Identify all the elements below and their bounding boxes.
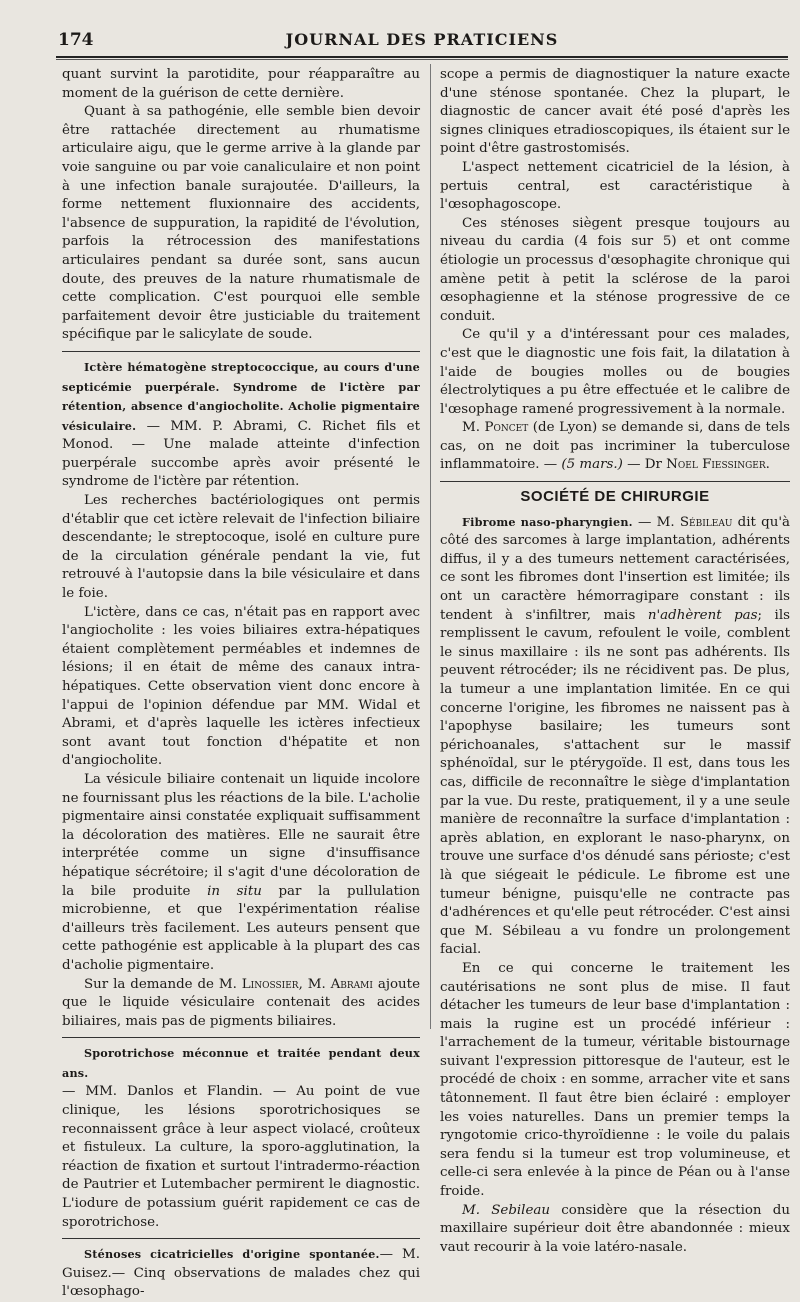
section-authors: Sébileau <box>679 514 733 530</box>
paragraph: M. Sebileau considère que la résection du maxillaire supérieur doit être abandonnée : mieux vaut recourir à la voie latéro-nasale. <box>440 1202 790 1255</box>
page-header <box>56 26 788 56</box>
left-column <box>62 66 420 1302</box>
right-column <box>440 66 790 1257</box>
section-title: Sporotrichose méconnue et traitée pendant deux ans. <box>62 1046 420 1080</box>
section-text: — Une malade atteinte d'infection puerpérale succombe après avoir présenté le syndrome de l'ictère par rétention. <box>62 437 421 490</box>
section-divider <box>62 1238 420 1239</box>
section-text: — Cinq observations de malades chez qui l'œsophago- <box>62 1265 420 1300</box>
column-divider <box>430 64 431 1029</box>
paragraph: Les recherches bactériologiques ont permis d'établir que cet ictère relevait de l'infection biliaire descendante; le streptocoque, isolé en culture pure de la circulation générale pendant la vie, fut retrouvé à l'autopsie dans la bile vésiculaire et dans le foie. <box>62 493 420 602</box>
section-authors: — MM. Danlos et Flandin. <box>62 1084 263 1100</box>
section-authors: — MM. P. Abrami, C. Richet fils et Monod. <box>62 418 420 453</box>
section-divider <box>62 1037 420 1038</box>
section-divider <box>62 351 420 352</box>
page-number: 174 <box>58 30 94 50</box>
paragraph: La vésicule biliaire contenait un liquide incolore ne fournissant plus les réactions de la bile. L'acholie pigmentaire ainsi constatée expliquait suffisamment la décoloration des matières. Elle ne saurait être interprétée comme un signe d'insuffisance hépatique sécrétoire; il s'agit d'une décoloration de la bile produite in situ par la pullulation microbienne, et que l'expérimentation réalise d'ailleurs très facilement. Les auteurs pensent que cette pathogénie est applicable à la plupart des cas d'acholie pigmentaire. <box>62 771 420 973</box>
section-divider <box>440 481 790 482</box>
paragraph: En ce qui concerne le traitement les cautérisations ne sont plus de mise. Il faut détacher les tumeurs de leur base d'implantation : mais la rugine est un procédé inférieur : l'arrachement de la tumeur, véritable bistournage suivant l'expression pittoresque de l'auteur, est le procédé de choix : en somme, arracher vite et sans tâtonnement. Il faut être bien éclairé : employer les voies naturelles. Dans un premier temps la ryngotomie crico-thyroïdienne : le voile du palais sera fendu si la tumeur est trop volumineuse, et celle-ci sera enlevée à la pince de Péan ou à l'anse froide. <box>440 960 790 1200</box>
paragraph: L'ictère, dans ce cas, n'était pas en rapport avec l'angiocholite : les voies biliaires extra-hépatiques étaient complètement perméables et indemnes de lésions; il en était de même des canaux intra-hépatiques. Cette observation vient donc encore à l'appui de l'opinion défendue par MM. Widal et Abrami, et d'après laquelle les ictères infectieux sont avant tout fonction d'hépatite et non d'angiocholite. <box>62 604 420 769</box>
paragraph: Ces sténoses siègent presque toujours au niveau du cardia (4 fois sur 5) et ont comme étiologie un processus d'œsophagite chronique qui amène petit à petit la sclérose de la paroi œsophagienne et la sténose progressive de ce conduit. <box>440 215 790 324</box>
section-title: Sténoses cicatricielles d'origine spontanée. <box>84 1247 380 1262</box>
paragraph: M. Poncet (de Lyon) se demande si, dans de tels cas, on ne doit pas incriminer la tuberculose inflammatoire. — (5 mars.) — Dr Noel Fiessinger. <box>440 420 790 473</box>
section-authors: — M. Guisez. <box>62 1247 420 1281</box>
section-fibrome: Fibrome naso-pharyngien. — M. Sébileau dit qu'à côté des sarcomes à large implantation, adhérents diffus, il y a des tumeurs nettement caractérisées, ce sont les fibromes dont l'insertion est limitée; ils ont un caractère hémorragipare constant : ils tendent à s'infiltrer, mais n'adhèrent pas; ils remplissent le cavum, refoulent le voile, comblent le sinus maxillaire : ils ne sont pas adhérents. Ils peuvent rétrocéder; ils ne récidivent pas. De plus, la tumeur a une implantation limitée. En ce qui concerne l'origine, les fibromes ne naissent pas à l'apophyse basilaire; les tumeurs sont périchoanales, s'attachent sur le massif sphénoïdal, sur le ptérygoïde. Il est, dans tous les cas, difficile de reconnaître le siège d'implantation par la vue. Du reste, pratiquement, il y a une seule manière de reconnaître la surface d'implantation : après ablation, en explorant le naso-pharynx, on trouve une surface d'os dénudé sans périoste; c'est là que siégeait le pédicule. Le fibrome est une tumeur bénigne, puisqu'elle ne contracte pas d'adhérences et qu'elle peut rétrocéder. C'est ainsi que M. Sébileau a vu fondre un prolongement facial. <box>440 514 791 958</box>
section-ictere <box>62 358 420 492</box>
paragraph: Quant à sa pathogénie, elle semble bien devoir être rattachée directement au rhumatisme articulaire aigu, que le germe arrive à la glande par voie sanguine ou par voie canaliculaire et non point à une infection banale surajoutée. D'ailleurs, la forme nettement fluxionnaire des accidents, l'absence de suppuration, la rapidité de l'évolution, parfois la rétrocession des manifestations articulaires pendant sa durée sont, sans aucun doute, des preuves de la nature rhumatismale de cette complication. C'est pourquoi elle semble parfaitement devoir être justiciable du traitement spécifique par le salicylate de soude. <box>62 104 420 343</box>
paragraph: Sur la demande de M. Linossier, M. Abrami ajoute que le liquide vésiculaire contenait des acides biliaires, mais pas de pigments biliaires. <box>62 976 420 1029</box>
header-rule-thin <box>56 59 788 60</box>
section-title: Ictère hématogène streptococcique, au cours d'une septicémie puerpérale. Syndrome de l'ictère par rétention, absence d'angiocholite. Acholie pigmentaire vésiculaire. <box>62 359 420 433</box>
paragraph: quant survint la parotidite, pour réapparaître au moment de la guérison de cette dernière. <box>62 67 420 101</box>
society-heading: SOCIÉTÉ DE CHIRURGIE <box>520 488 710 506</box>
paragraph: scope a permis de diagnostiquer la nature exacte d'une sténose spontanée. Chez la plupart, le diagnostic de cancer avait été posé d'après les signes cliniques etradioscopiques, ils étaient sur le point d'être gastrostomisés. <box>440 67 790 157</box>
header-rule <box>56 56 788 58</box>
section-sporotrichose <box>62 1044 420 1232</box>
section-text: — Au point de vue clinique, les lésions sporotrichosiques se reconnaissent grâce à leur aspect violacé, croûteux et fistuleux. La culture, la sporo-agglutination, la réaction de fixation et surtout l'intradermo-réaction de Pautrier et Lutembacher permirent le diagnostic. L'iodure de potassium guérit rapidement ce cas de sporotrichose. <box>62 1084 420 1230</box>
section-title: Fibrome naso-pharyngien. <box>462 514 633 529</box>
section-stenoses <box>62 1245 420 1302</box>
paragraph: L'aspect nettement cicatriciel de la lésion, à pertuis central, est caractéristique à l'œsophagoscope. <box>440 159 790 213</box>
paragraph: Ce qu'il y a d'intéressant pour ces malades, c'est que le diagnostic une fois fait, la dilatation à l'aide de bougies molles ou de bougies électrolytiques a pu être effectuée et le calibre de l'œsophage ramené progressivement à la normale. <box>440 327 790 417</box>
signature: Noel Fiessinger <box>666 457 766 473</box>
journal-title: JOURNAL DES PRATICIENS <box>285 30 559 49</box>
